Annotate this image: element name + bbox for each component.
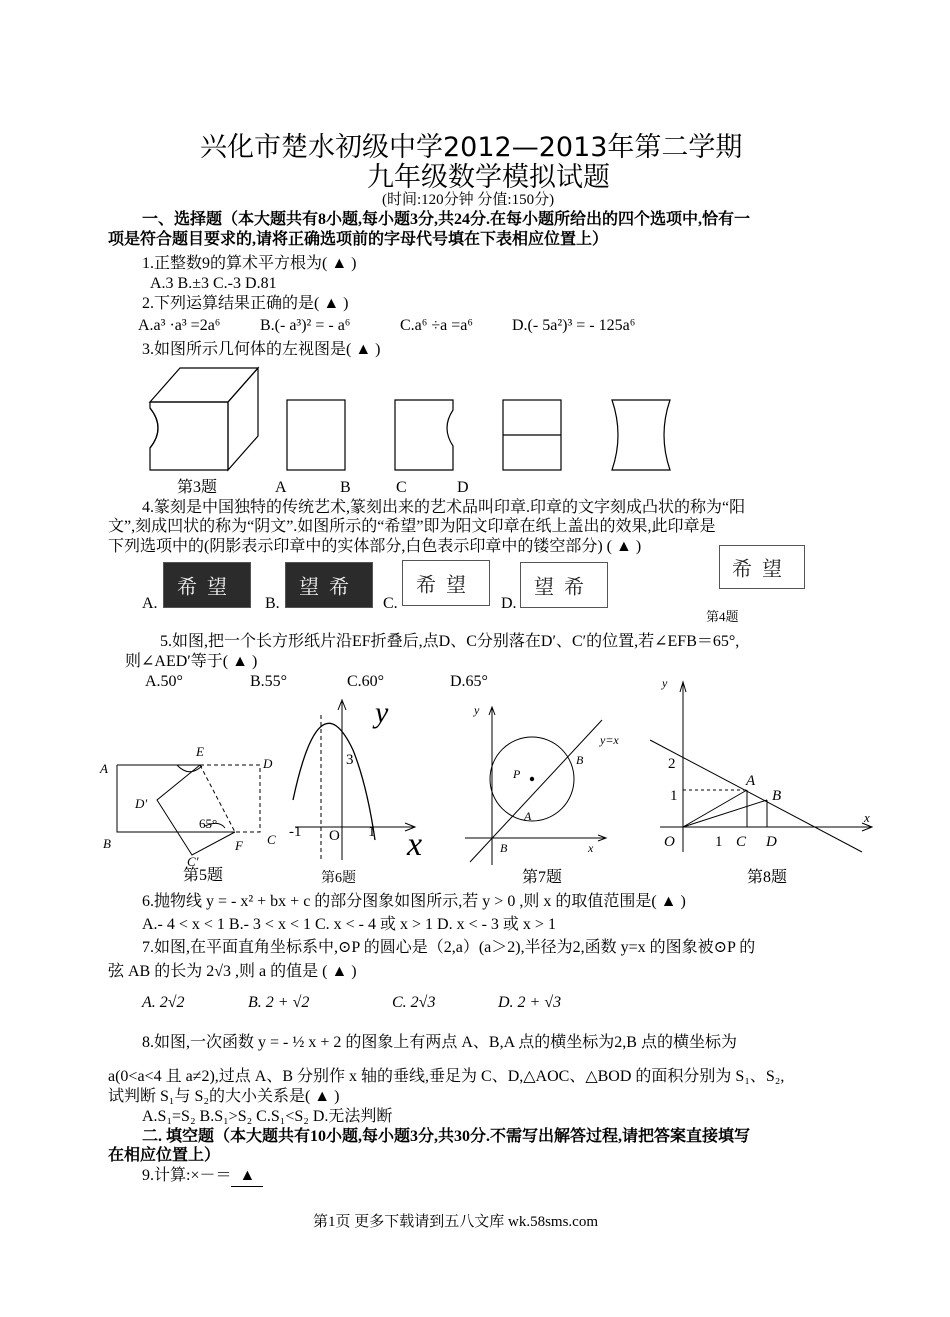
q7-option-a: A. 2√2 (142, 994, 185, 1011)
q5-line1: 5.如图,把一个长方形纸片沿EF折叠后,点D、C分别落在D′、C′的位置,若∠EFB＝65°, (160, 633, 740, 650)
fig8-label-2: 2 (668, 756, 676, 772)
q3-caption: 第3题 (177, 479, 218, 496)
q1-options: A.3 B.±3 C.-3 D.81 (150, 275, 277, 292)
q3-figure (140, 362, 700, 492)
q4-option-b-label: B. (265, 595, 280, 612)
q2-option-d: D.(- 5a²)³ = - 125a⁶ (512, 317, 636, 334)
q7-line1: 7.如图,在平面直角坐标系中,⊙P 的圆心是（2,a）(a＞2),半径为2,函数 y=x 的图象被⊙P 的 (142, 939, 756, 956)
q1-stem: 1.正整数9的算术平方根为( ▲ ) (142, 255, 357, 272)
section1-heading-line2: 项是符合题目要求的,请将正确选项前的字母代号填在下表相应位置上） (108, 231, 609, 248)
q3-stem: 3.如图所示几何体的左视图是( ▲ ) (142, 341, 381, 358)
q2-stem: 2.下列运算结果正确的是( ▲ ) (142, 295, 349, 312)
q4-stamp-d (520, 562, 608, 608)
q4-stamp-a-text: 希望 (177, 576, 237, 599)
fig5-caption: 第5题 (183, 867, 224, 884)
fig6-caption: 第6题 (321, 871, 356, 886)
section2-heading-line1: 二. 填空题（本大题共有10小题,每小题3分,共30分.不需写出解答过程,请把答案直接填写 (142, 1128, 751, 1145)
q5-option-a: A.50° (145, 673, 183, 690)
fig8-caption: 第8题 (747, 869, 788, 886)
q4-caption: 第4题 (706, 609, 739, 624)
q4-stamp-a (163, 562, 251, 608)
q6-options: A.- 4 < x < 1 B.- 3 < x < 1 C. x < - 4 或 x > 1 D. x < - 3 或 x > 1 (142, 916, 556, 933)
fig7-caption: 第7题 (522, 869, 563, 886)
q4-option-c-label: C. (383, 595, 398, 612)
q8-line3: 试判断 S₁与 S₂的大小关系是( ▲ ) (108, 1088, 340, 1105)
section1-heading-line1: 一、选择题（本大题共有8小题,每小题3分,共24分.在每小题所给出的四个选项中,恰有一 (142, 211, 751, 228)
fig6-label-3: 3 (346, 752, 354, 768)
q5-option-d: D.65° (450, 673, 488, 690)
fig7-label-p: P (513, 767, 521, 781)
fig7-label-y: y (474, 703, 480, 717)
fig8-label-a: A (746, 773, 756, 789)
fig7-label-yx: y=x (600, 733, 619, 747)
q4-stamp-sample (719, 545, 805, 589)
q3-label-a: A (275, 479, 287, 496)
q2-option-b: B.(- a³)² = - a⁶ (260, 317, 351, 334)
fig6-label-neg1: -1 (289, 824, 302, 840)
fig7-label-b-lower: B (500, 841, 508, 855)
q4-stamp-sample-text: 希望 (732, 558, 792, 581)
q7-line2: 弦 AB 的长为 2√3 ,则 a 的值是 ( ▲ ) (108, 963, 357, 980)
q5-option-b: B.55° (250, 673, 288, 690)
q2-option-a: A.a³ ·a³ =2a⁶ (138, 317, 221, 334)
q4-stamp-c-text: 希望 (416, 574, 476, 597)
title-line-1: 兴化市楚水初级中学2012—2013年第二学期 (200, 132, 743, 163)
fig6 (285, 690, 435, 865)
q4-stamp-b (285, 562, 373, 608)
q8-options: A.S₁=S₂ B.S₁>S₂ C.S₁<S₂ D.无法判断 (142, 1108, 393, 1125)
fig5-label-f: F (235, 838, 243, 853)
q4-option-d-label: D. (501, 595, 517, 612)
fig5-label-dprime: D′ (135, 796, 148, 811)
fig5-label-a: A (100, 761, 108, 776)
q7-option-d: D. 2 + √3 (498, 994, 562, 1011)
fig7-label-b-upper: B (576, 753, 584, 767)
q7-option-b: B. 2 + √2 (248, 994, 310, 1011)
q3-solid (150, 368, 258, 402)
fig5-label-d: D (263, 756, 273, 771)
q3-option-b-shape (395, 400, 453, 470)
q2-option-c: C.a⁶ ÷a =a⁶ (400, 317, 473, 334)
q3-option-d-shape (612, 400, 670, 470)
fig8-label-1y: 1 (670, 788, 678, 804)
q4-stamp-b-text: 望希 (299, 576, 359, 599)
q4-stamp-d-text: 望希 (534, 576, 594, 599)
q5-line2: 则∠AED′等于( ▲ ) (125, 653, 258, 670)
fig7-label-a: A (524, 809, 532, 823)
fig6-label-o: O (329, 828, 340, 844)
fig7-label-x: x (588, 841, 594, 855)
page-footer: 第1页 更多下载请到五八文库 wk.58sms.com (313, 1214, 599, 1230)
q4-stamp-c (402, 560, 490, 606)
fig8-label-c: C (736, 834, 747, 850)
q4-line1: 4.篆刻是中国独特的传统艺术,篆刻出来的艺术品叫印章.印章的文字刻成凸状的称为“阳 (142, 499, 746, 516)
fig5 (95, 740, 295, 870)
time-info: (时间:120分钟 分值:150分) (382, 192, 555, 208)
q3-label-c: C (396, 479, 407, 496)
fig5-label-b: B (103, 836, 111, 851)
fig5-label-cprime: C′ (187, 854, 199, 869)
q4-line2: 文”,刻成凹状的称为“阴文”.如图所示的“希望”即为阳文印章在纸上盖出的效果,此印章是 (108, 518, 716, 535)
fig8-label-x: x (864, 810, 870, 825)
fig7 (460, 700, 630, 870)
q8-line1: 8.如图,一次函数 y = - ½ x + 2 的图象上有两点 A、B,A 点的横坐标为2,B 点的横坐标为 (142, 1034, 737, 1051)
fig8-label-1x: 1 (715, 834, 723, 850)
q4-option-a-label: A. (142, 595, 158, 612)
q9-answer-blank: ▲ (231, 1166, 263, 1187)
q7-option-c: C. 2√3 (392, 994, 436, 1011)
fig8-label-o: O (664, 834, 675, 850)
q3-label-d: D (457, 479, 469, 496)
fig8-label-y: y (662, 676, 668, 690)
q3-label-b: B (340, 479, 351, 496)
q4-line3: 下列选项中的(阴影表示印章中的实体部分,白色表示印章中的镂空部分) ( ▲ ) (108, 538, 642, 555)
q8-line2: a(0<a<4 且 a≠2),过点 A、B 分别作 x 轴的垂线,垂足为 C、D,△AOC、△BOD 的面积分别为 S₁、S₂, (108, 1068, 785, 1085)
q5-option-c: C.60° (347, 673, 385, 690)
q9-line (142, 1166, 263, 1187)
fig5-label-e: E (196, 744, 204, 759)
q9-stem: 9.计算:×－＝ (142, 1167, 232, 1184)
q3-option-a-shape (287, 400, 345, 470)
q6-stem: 6.抛物线 y = - x² + bx + c 的部分图象如图所示,若 y > 0 ,则 x 的取值范围是( ▲ ) (142, 893, 686, 910)
fig8 (650, 672, 880, 857)
fig5-label-c: C (267, 832, 276, 847)
fig8-label-b: B (772, 788, 782, 804)
section2-heading-line2: 在相应位置上） (108, 1147, 221, 1164)
fig5-label-angle: 65° (199, 816, 218, 831)
fig6-label-x: x (407, 826, 423, 863)
fig6-label-y: y (375, 696, 389, 729)
fig6-label-1: 1 (368, 824, 376, 840)
title-line-2: 九年级数学模拟试题 (367, 162, 610, 193)
fig8-label-d: D (766, 834, 777, 850)
